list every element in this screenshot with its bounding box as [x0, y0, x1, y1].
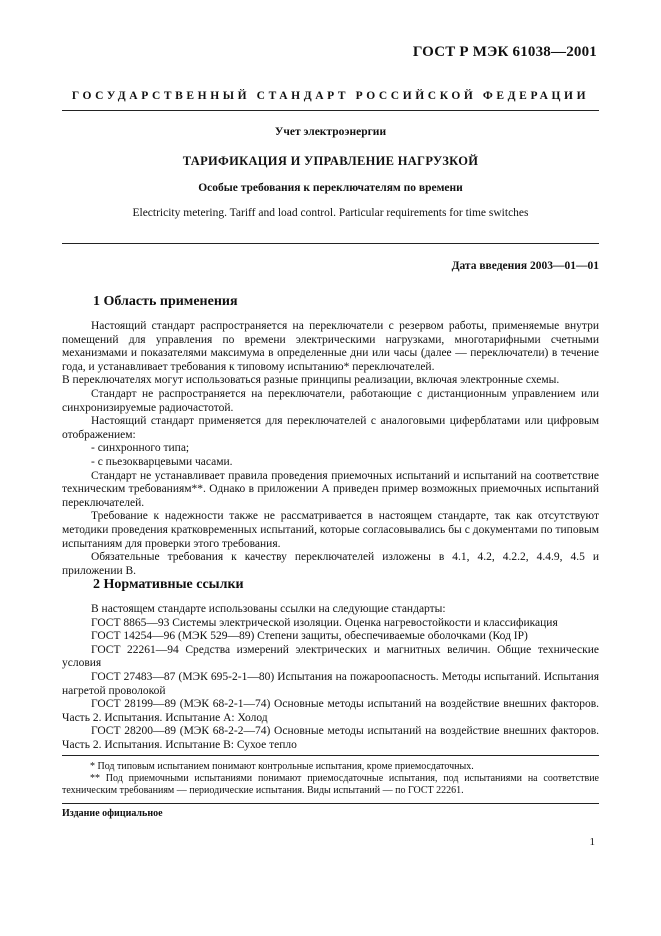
reference-item: ГОСТ 28199—89 (МЭК 68-2-1—74) Основные методы испытаний на воздействие внешних факторов. Часть 2. Испытания. Испытание А: Холод — [62, 698, 599, 724]
reference-item: ГОСТ 22261—94 Средства измерений электрических и магнитных величин. Общие технические условия — [62, 643, 599, 670]
subtitle: Особые требования к переключателям по времени — [198, 182, 463, 194]
english-title: Electricity metering. Tariff and load control. Particular requirements for time switches — [132, 207, 529, 219]
paragraph: Стандарт не устанавливает правила проведения приемочных испытаний и испытаний на соответствие техническим требованиям**. Однако в приложении А приведен пример возможных приемочных испытаний переключателей. — [62, 469, 599, 509]
paragraph: В переключателях могут использоваться разные принципы реализации, включая электронные схемы. — [62, 374, 560, 387]
list-item: - с пьезокварцевыми часами. — [91, 455, 233, 468]
section-2-body — [62, 603, 599, 753]
footnote-divider — [62, 755, 599, 756]
reference-item: ГОСТ 28200—89 (МЭК 68-2-2—74) Основные методы испытаний на воздействие внешних факторов. Часть 2. Испытания. Испытание В: Сухое тепло — [62, 725, 599, 751]
paragraph: Стандарт не распространяется на переключатели, работающие с дистанционным управлением или синхронизируемые радиочастотой. — [62, 387, 599, 414]
document-id: ГОСТ Р МЭК 61038—2001 — [412, 44, 597, 60]
reference-item: ГОСТ 8865—93 Системы электрической изоляции. Оценка нагревостойкости и классификация — [91, 616, 558, 629]
footnotes — [62, 761, 599, 797]
title-divider — [62, 243, 599, 244]
section-1-body — [62, 320, 599, 578]
paragraph: Настоящий стандарт распространяется на переключатели с резервом работы, применяемые внутри помещений для управления по времени электрическими нагрузками, многотарифными счетными механизмами и показателями максимума в определенные дни или часы (далее — переключатели) в течение года, и устанавливает требования к типовому испытанию* переключателей. — [62, 320, 599, 373]
effective-date: Дата введения 2003—01—01 — [451, 260, 599, 272]
footnote: ** Под приемочными испытаниями понимают приемосдаточные испытания, под испытаниями на соответствие техническим требованиям — периодические испытания. Виды испытаний — по ГОСТ 22261. — [62, 773, 599, 796]
section-2-title: 2 Нормативные ссылки — [93, 577, 244, 592]
edition-label: Издание официальное — [62, 808, 163, 819]
top-divider — [62, 110, 599, 111]
paragraph: Настоящий стандарт применяется для переключателей с аналоговыми циферблатами или цифровым отображением: — [62, 415, 599, 441]
footnote: * Под типовым испытанием понимают контрольные испытания, кроме приемосдаточных. — [90, 761, 474, 772]
list-item: - синхронного типа; — [91, 442, 190, 455]
section-1-title: 1 Область применения — [93, 294, 238, 309]
bottom-divider — [62, 803, 599, 804]
topic-title: Учет электроэнергии — [274, 126, 387, 138]
paragraph: Обязательные требования к качеству переключателей изложены в 4.1, 4.2, 4.2.2, 4.4.9, 4.5 и приложении В. — [62, 551, 599, 577]
reference-item: ГОСТ 14254—96 (МЭК 529—89) Степени защиты, обеспечиваемые оболочками (Код IP) — [91, 630, 528, 643]
reference-item: ГОСТ 27483—87 (МЭК 695-2-1—80) Испытания на пожароопасность. Методы испытаний. Испытания нагретой проволокой — [62, 670, 599, 697]
paragraph: Требование к надежности также не рассматривается в настоящем стандарте, так как отсутствуют методики проведения кратковременных испытаний, которые согласовывались бы с документами по типовым испытаниям для проверки этого требования. — [62, 510, 599, 550]
main-title: ТАРИФИКАЦИЯ И УПРАВЛЕНИЕ НАГРУЗКОЙ — [182, 154, 479, 168]
page-number: 1 — [589, 836, 595, 848]
paragraph: В настоящем стандарте использованы ссылки на следующие стандарты: — [91, 603, 446, 615]
agency-banner: ГОСУДАРСТВЕННЫЙ СТАНДАРТ РОССИЙСКОЙ ФЕДЕРАЦИИ — [71, 90, 590, 102]
